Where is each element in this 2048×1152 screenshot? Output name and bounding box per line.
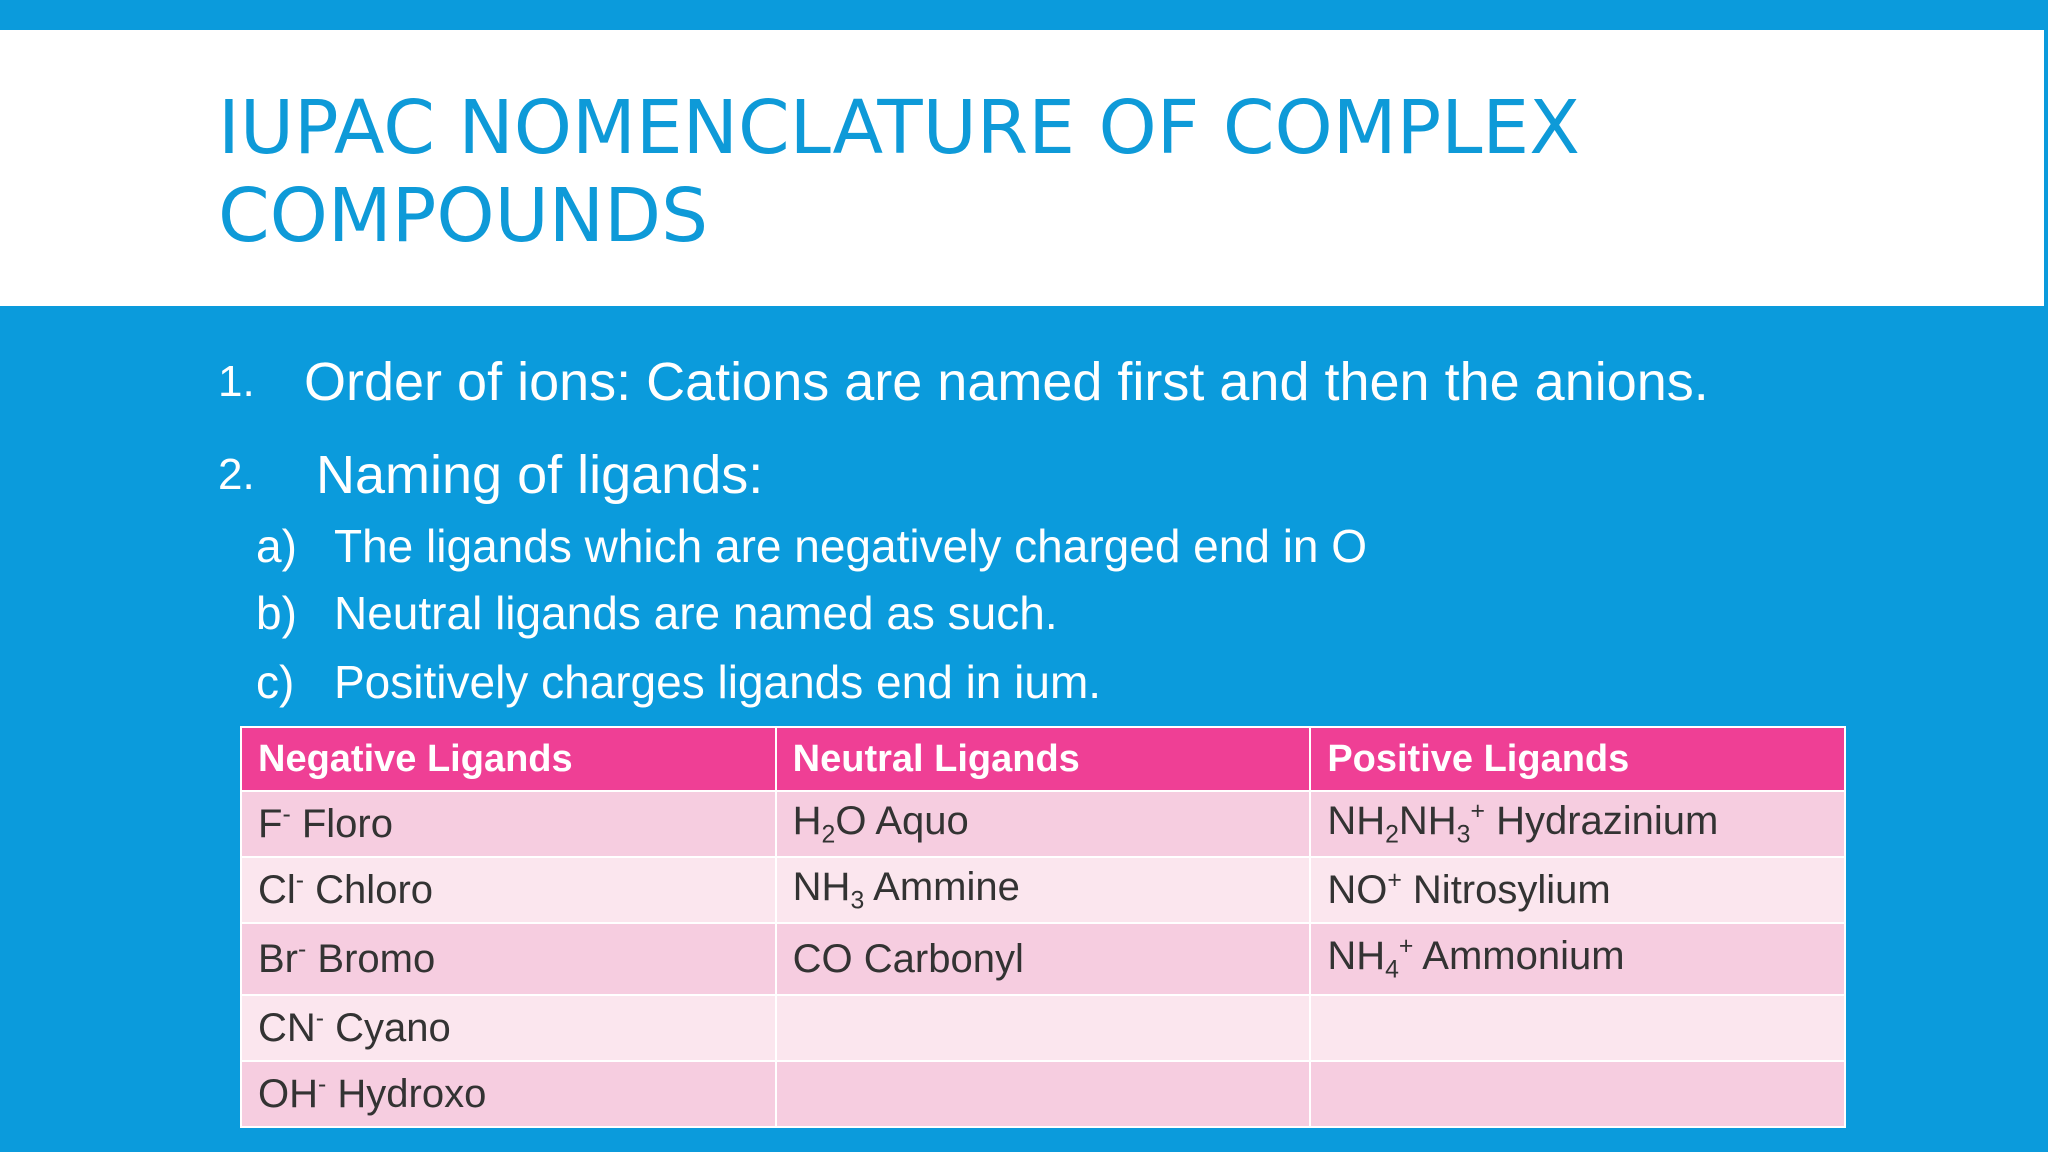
sub-item-text: Neutral ligands are named as such. xyxy=(334,587,1058,639)
table-row xyxy=(241,791,1845,857)
ligand-name: Hydroxo xyxy=(337,1071,487,1116)
positive-ligand-cell xyxy=(1310,923,1845,995)
formula: NO xyxy=(1327,867,1388,912)
ligand-name: Hydrazinium xyxy=(1496,799,1719,844)
ligands-table xyxy=(240,726,1846,1128)
list-marker: 1. xyxy=(218,357,255,406)
formula: NH xyxy=(1327,934,1386,979)
positive-ligand-cell xyxy=(1310,791,1845,857)
charge: - xyxy=(295,867,305,895)
charge: - xyxy=(318,1071,327,1099)
neutral-ligand-cell-empty xyxy=(776,995,1311,1061)
negative-ligand-cell xyxy=(241,1061,776,1127)
ligand-name: Chloro xyxy=(315,867,434,912)
sub-item-text: Positively charges ligands end in ium. xyxy=(334,656,1102,708)
slide-title: IUPAC NOMENCLATURE OF COMPLEX COMPOUNDS xyxy=(218,85,1580,259)
list-marker: 2. xyxy=(218,450,255,499)
positive-ligand-cell-empty xyxy=(1310,1061,1845,1127)
positive-ligand-cell-empty xyxy=(1310,995,1845,1061)
formula: CO xyxy=(792,936,853,981)
charge: + xyxy=(1387,867,1402,895)
neutral-ligand-cell xyxy=(776,923,1311,995)
formula: NH xyxy=(1327,799,1386,844)
charge: - xyxy=(315,1005,325,1033)
negative-ligand-cell xyxy=(241,791,776,857)
ligand-name: Nitrosylium xyxy=(1412,867,1611,912)
formula: CN xyxy=(258,1005,316,1050)
ligand-name: Carbonyl xyxy=(863,936,1024,981)
formula: Br xyxy=(258,936,298,981)
formula: Cl xyxy=(258,867,296,912)
negative-ligand-cell xyxy=(241,857,776,923)
table-row xyxy=(241,923,1845,995)
sub-marker: a) xyxy=(256,520,297,572)
list-item-text: Naming of ligands: xyxy=(316,445,764,505)
formula: OH xyxy=(258,1071,318,1116)
neutral-ligand-cell xyxy=(776,791,1311,857)
ligand-name: Aquo xyxy=(875,798,969,843)
neutral-ligand-cell-empty xyxy=(776,1061,1311,1127)
header-neutral-ligands: Neutral Ligands xyxy=(776,727,1311,791)
subscript: 2 xyxy=(1385,821,1399,849)
ligand-name: Floro xyxy=(301,801,393,846)
charge: - xyxy=(298,936,307,964)
sub-item-text: The ligands which are negatively charged end in O xyxy=(334,520,1368,572)
subscript: 3 xyxy=(1456,821,1471,849)
table-row xyxy=(241,995,1845,1061)
ligand-name: Ammine xyxy=(873,864,1020,909)
header-positive-ligands: Positive Ligands xyxy=(1310,727,1845,791)
ligand-name: Bromo xyxy=(317,936,436,981)
negative-ligand-cell xyxy=(241,923,776,995)
subscript: 3 xyxy=(850,887,865,915)
neutral-ligand-cell xyxy=(776,857,1311,923)
sub-marker: b) xyxy=(256,587,297,639)
table-row xyxy=(241,857,1845,923)
formula: NH xyxy=(1398,799,1457,844)
table-row xyxy=(241,1061,1845,1127)
subscript: 4 xyxy=(1385,956,1399,984)
subscript: 2 xyxy=(821,821,836,849)
table-header-row xyxy=(241,727,1845,791)
charge: - xyxy=(282,801,291,829)
positive-ligand-cell xyxy=(1310,857,1845,923)
formula: H xyxy=(792,798,822,843)
charge: + xyxy=(1470,798,1485,826)
ligand-name: Cyano xyxy=(335,1005,451,1050)
ligand-name: Ammonium xyxy=(1422,934,1625,979)
negative-ligand-cell xyxy=(241,995,776,1061)
header-negative-ligands: Negative Ligands xyxy=(241,727,776,791)
list-item-text: Order of ions: Cations are named first and then the anions. xyxy=(304,352,1709,412)
formula: NH xyxy=(792,864,851,909)
charge: + xyxy=(1398,933,1414,961)
sub-marker: c) xyxy=(256,656,295,708)
formula: F xyxy=(258,801,283,846)
formula: O xyxy=(835,798,867,843)
